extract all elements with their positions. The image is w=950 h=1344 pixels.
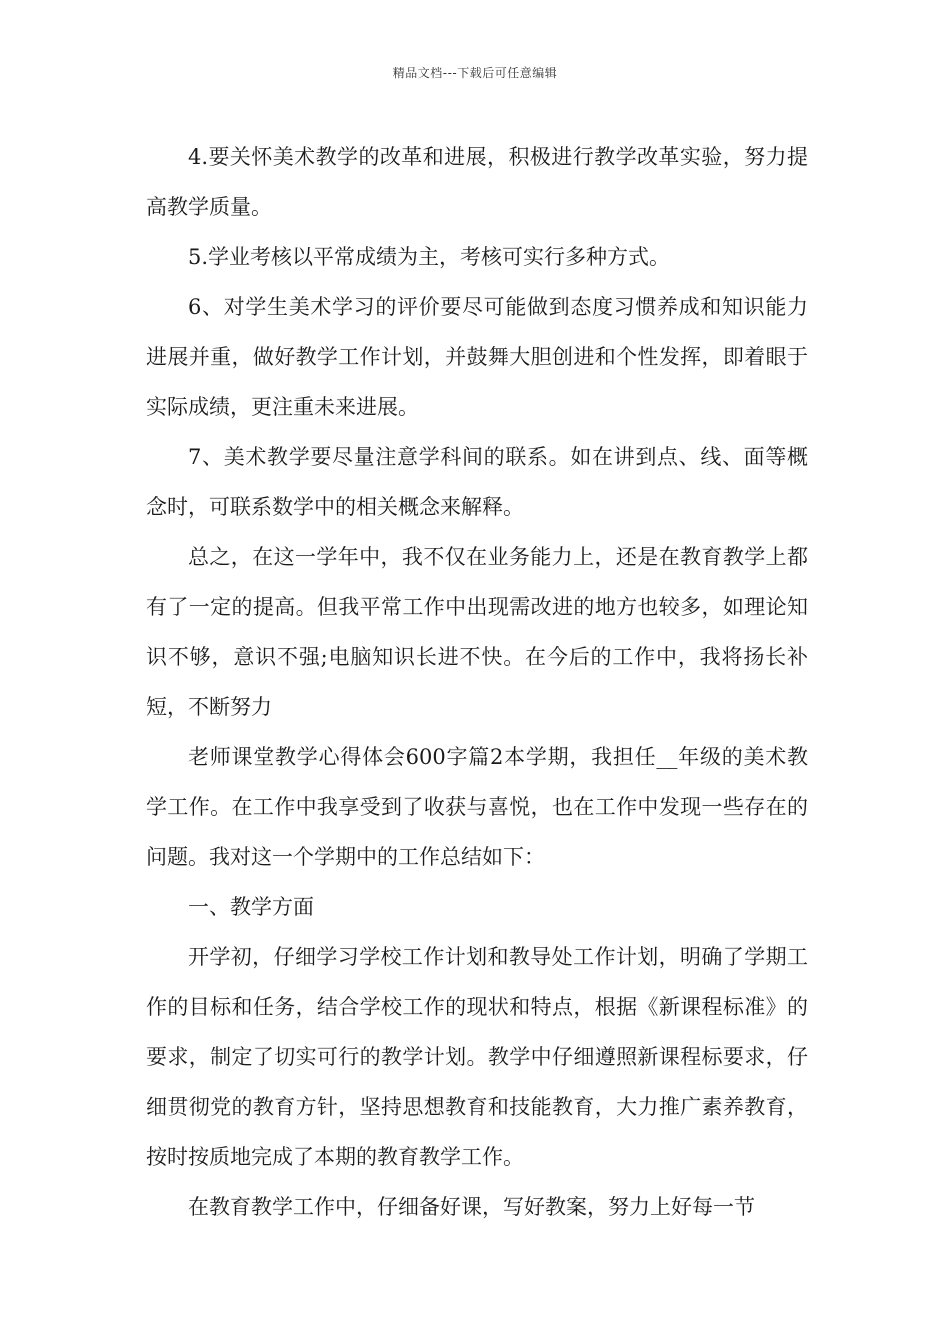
paragraph: 在教育教学工作中，仔细备好课，写好教案，努力上好每一节 [188, 1195, 755, 1219]
paragraph: 5.学业考核以平常成绩为主，考核可实行多种方式。 [188, 245, 671, 269]
page-header: 精品文档---下载后可任意编辑 [392, 66, 558, 80]
paragraph: 开学初，仔细学习学校工作计划和教导处工作计划，明确了学期工作的目标和任务，结合学校工作的现状和特点，根据《新课程标准》的要求，制定了切实可行的教学计划。教学中仔细遵照新课程标要求，仔细贯彻党的教育方针，坚持思想教育和技能教育，大力推广素养教育，按时按质地完成了本期的教育教学工作。 [146, 945, 808, 1169]
document-body [146, 132, 808, 1232]
section-heading: 一、教学方面 [188, 895, 314, 919]
paragraph: 老师课堂教学心得体会600字篇2本学期，我担任__年级的美术教学工作。在工作中我享受到了收获与喜悦，也在工作中发现一些存在的问题。我对这一个学期中的工作总结如下： [146, 745, 808, 869]
paragraph: 7、美术教学要尽量注意学科间的联系。如在讲到点、线、面等概念时，可联系数学中的相关概念来解释。 [146, 445, 808, 519]
paragraph: 6、对学生美术学习的评价要尽可能做到态度习惯养成和知识能力进展并重，做好教学工作计划，并鼓舞大胆创进和个性发挥，即着眼于实际成绩，更注重未来进展。 [146, 295, 808, 419]
paragraph: 总之，在这一学年中，我不仅在业务能力上，还是在教育教学上都有了一定的提高。但我平常工作中出现需改进的地方也较多，如理论知识不够，意识不强;电脑知识长进不快。在今后的工作中，我将扬长补短，不断努力 [146, 545, 808, 719]
paragraph: 4.要关怀美术教学的改革和进展，积极进行教学改革实验，努力提高教学质量。 [146, 145, 808, 219]
